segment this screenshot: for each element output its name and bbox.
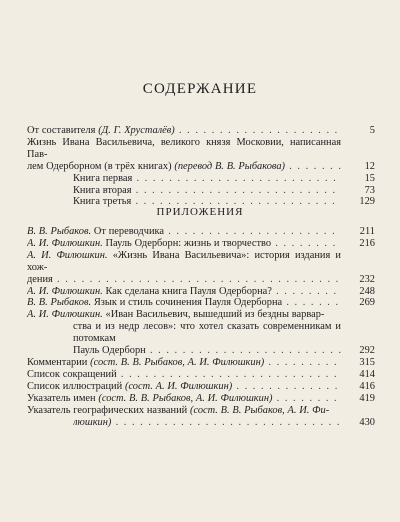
entry-note: (сост. А. И. Филюшкин) (124, 380, 233, 392)
entry-note: (Д. Г. Хрусталёв) (98, 125, 175, 136)
entry-title: «Жизнь Ивана Васильевича»: история издания и хож- (27, 249, 341, 273)
entry-author: А. И. Филюшкин. (27, 309, 103, 321)
entry-note: (сост. В. В. Рыбаков, А. И. Филюшкин) (98, 392, 273, 404)
entry-author: А. И. Филюшкин. (27, 237, 103, 249)
entry-title: Книга вторая (73, 184, 132, 196)
toc-entry-translator (27, 226, 375, 238)
entry-note: (перевод В. В. Рыбакова) (174, 160, 285, 172)
toc-entry-edition-history (27, 250, 375, 286)
entry-title-cont: Пауль Одерборн (73, 345, 146, 357)
entry-title: Комментарии (27, 356, 88, 368)
toc-entry-geo-index (27, 405, 375, 429)
page-number: 12 (364, 160, 375, 172)
page-number: 15 (364, 172, 375, 184)
entry-title-cont: ства и из недр лесов»: что хотел сказать современникам и потомкам (73, 321, 341, 345)
entry-title: Жизнь Ивана Васильевича, великого князя Московии, написанная Пав- (27, 136, 341, 160)
entry-title: От переводчика (93, 226, 165, 237)
entry-title-cont: лем Одерборном (в трёх книгах) (27, 160, 172, 172)
entry-author: В. В. Рыбаков. (27, 226, 92, 237)
appendices-heading: ПРИЛОЖЕНИЯ (156, 206, 244, 218)
page-number: 232 (359, 273, 375, 285)
page-number: 248 (359, 285, 375, 297)
toc-entry-book-1 (27, 173, 375, 185)
entry-author: А. И. Филюшкин. (27, 285, 103, 297)
page-title: СОДЕРЖАНИЕ (142, 81, 258, 97)
toc-entry-abyss (27, 309, 375, 357)
page-number: 416 (359, 380, 375, 392)
toc-entry-name-index (27, 393, 375, 405)
toc-entry-oderborn-life (27, 238, 375, 250)
entry-note: (сост. В. В. Рыбаков, А. И. Филюшкин) (90, 356, 265, 368)
toc-entry-preface (27, 125, 375, 137)
toc-entry-book-2 (27, 185, 375, 197)
entry-title: Язык и стиль сочинения Пауля Одерборна (93, 297, 283, 309)
page-number: 73 (364, 184, 375, 196)
page-number: 315 (359, 356, 375, 368)
entry-author: А. И. Филюшкин. (27, 249, 108, 261)
entry-title: Указатель имен (27, 392, 96, 404)
entry-author: В. В. Рыбаков. (27, 297, 92, 309)
toc-entry-comments (27, 357, 375, 369)
entry-title: Указатель географических названий (27, 404, 188, 416)
appendices-list (27, 226, 375, 428)
entry-title-cont: дения (27, 273, 53, 285)
toc-entry-how-made (27, 286, 375, 298)
entry-note: (сост. В. В. Рыбаков, А. И. Фи- (190, 404, 330, 416)
toc-entry-illustrations (27, 381, 375, 393)
entry-title-cont: люшкин) (73, 416, 112, 428)
page-number: 5 (369, 125, 375, 136)
toc-entry-life (27, 137, 375, 173)
entry-title: От составителя (27, 125, 96, 136)
contents-list (27, 125, 375, 208)
toc-entry-language-style (27, 297, 375, 309)
page-number: 430 (359, 416, 375, 428)
entry-title: Список иллюстраций (27, 380, 123, 392)
page-number: 129 (359, 196, 375, 208)
entry-title: Пауль Одерборн: жизнь и творчество (105, 237, 272, 249)
entry-title: Книга первая (73, 172, 133, 184)
page-number: 269 (359, 297, 375, 309)
page-number: 414 (359, 368, 375, 380)
entry-title: Как сделана книга Пауля Одерборна? (105, 285, 272, 297)
page-number: 216 (359, 237, 375, 249)
entry-title: Книга третья (73, 196, 132, 208)
page-number: 211 (359, 226, 375, 237)
entry-title: Список сокращений (27, 368, 117, 380)
entry-title: «Иван Васильевич, вышедший из бездны варвар- (105, 309, 325, 321)
page-number: 292 (359, 345, 375, 357)
toc-entry-abbreviations (27, 369, 375, 381)
page-number: 419 (359, 392, 375, 404)
